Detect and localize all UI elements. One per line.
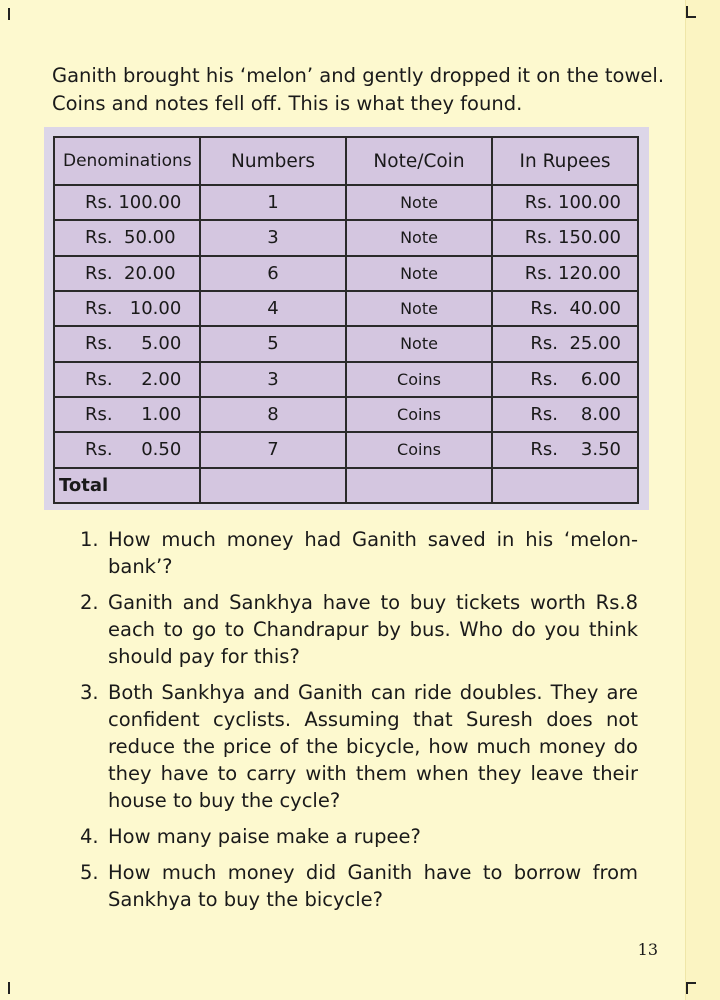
denomination-cell: Rs. 20.00 [54,256,200,291]
table-row [54,220,638,255]
total-number-cell [200,468,346,503]
question-item [80,589,638,670]
intro-line-1: Ganith brought his ‘melon’ and gently dropped it on the towel. [52,64,665,87]
table-row [54,326,638,361]
total-type-cell [346,468,492,503]
question-number: 1. [80,528,99,551]
question-item [80,859,638,913]
rupees-cell: Rs. 150.00 [492,220,638,255]
table-row [54,362,638,397]
table-row [54,256,638,291]
table-row [54,432,638,467]
number-cell: 3 [200,362,346,397]
intro-paragraph [52,62,672,118]
rupees-cell: Rs. 120.00 [492,256,638,291]
question-item [80,526,638,580]
rupees-cell: Rs. 6.00 [492,362,638,397]
intro-line-2: Coins and notes fell off. This is what they found. [52,92,523,115]
denominations-table [53,136,639,504]
question-text: Both Sankhya and Ganith can ride doubles. They are confident cyclists. Assuming that Suresh does not reduce the price of the bicycle, how much money do they have to carry with them when they leave their house to buy the cycle? [108,681,638,812]
denomination-cell: Rs. 50.00 [54,220,200,255]
page-edge-strip [685,0,720,1000]
type-cell: Note [346,185,492,220]
questions-list [80,526,638,922]
question-text: How many paise make a rupee? [108,825,421,848]
total-rupees-cell [492,468,638,503]
number-cell: 6 [200,256,346,291]
table-panel [44,127,649,510]
denomination-cell: Rs. 10.00 [54,291,200,326]
header-denominations: Denominations [54,137,200,185]
crop-mark-top-right-h [686,16,696,18]
type-cell: Note [346,291,492,326]
table-row [54,397,638,432]
rupees-cell: Rs. 100.00 [492,185,638,220]
question-text: How much money did Ganith have to borrow from Sankhya to buy the bicycle? [108,861,638,911]
denomination-cell: Rs. 0.50 [54,432,200,467]
crop-mark-bottom-left [8,982,10,994]
question-number: 4. [80,825,99,848]
question-item [80,679,638,814]
table-row [54,291,638,326]
number-cell: 5 [200,326,346,361]
number-cell: 3 [200,220,346,255]
denomination-cell: Rs. 100.00 [54,185,200,220]
question-item [80,823,638,850]
type-cell: Coins [346,362,492,397]
table-header-row [54,137,638,185]
header-numbers: Numbers [200,137,346,185]
rupees-cell: Rs. 8.00 [492,397,638,432]
denomination-cell: Rs. 5.00 [54,326,200,361]
question-text: How much money had Ganith saved in his ‘melon-bank’? [108,528,638,578]
number-cell: 8 [200,397,346,432]
type-cell: Note [346,326,492,361]
question-number: 3. [80,681,99,704]
crop-mark-bottom-right-h [686,982,696,984]
rupees-cell: Rs. 40.00 [492,291,638,326]
crop-mark-top-left [8,8,10,20]
rupees-cell: Rs. 3.50 [492,432,638,467]
number-cell: 4 [200,291,346,326]
type-cell: Note [346,220,492,255]
total-label-cell: Total [54,468,200,503]
page-number: 13 [637,940,658,959]
type-cell: Coins [346,397,492,432]
table-row [54,185,638,220]
table-total-row [54,468,638,503]
number-cell: 7 [200,432,346,467]
question-number: 5. [80,861,99,884]
header-note-coin: Note/Coin [346,137,492,185]
question-number: 2. [80,591,99,614]
rupees-cell: Rs. 25.00 [492,326,638,361]
type-cell: Note [346,256,492,291]
type-cell: Coins [346,432,492,467]
header-in-rupees: In Rupees [492,137,638,185]
denomination-cell: Rs. 1.00 [54,397,200,432]
question-text: Ganith and Sankhya have to buy tickets worth Rs.8 each to go to Chandrapur by bus. Who do you think should pay for this? [108,591,638,668]
number-cell: 1 [200,185,346,220]
denomination-cell: Rs. 2.00 [54,362,200,397]
